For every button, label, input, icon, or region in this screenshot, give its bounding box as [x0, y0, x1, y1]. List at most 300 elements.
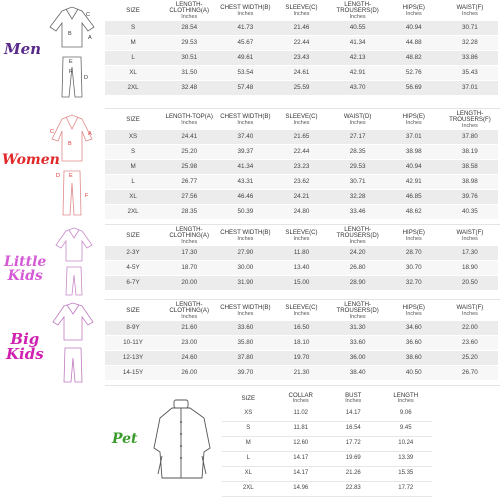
measurement-cell: 27.90	[217, 246, 273, 261]
column-header-label: LENGTH-TROUSERS(D)	[336, 226, 379, 240]
little-kids-label-line2: Kids	[7, 268, 43, 284]
measurement-cell: 33.60	[330, 336, 386, 351]
pet-section	[0, 386, 500, 500]
little-kids-section	[0, 225, 500, 298]
column-header	[386, 227, 442, 246]
column-header	[442, 2, 498, 21]
men-letter-c: C	[86, 12, 90, 18]
measurement-cell: 22.44	[273, 36, 329, 51]
size-cell: M	[222, 436, 275, 451]
measurement-cell: 40.94	[386, 160, 442, 175]
big-kids-pajama-diagram	[46, 300, 101, 384]
column-header	[217, 111, 273, 130]
size-cell: XL	[105, 66, 161, 81]
column-header	[161, 227, 217, 246]
table-row	[222, 436, 432, 451]
column-header-label: LENGTH-CLOTHING(A)	[169, 226, 210, 240]
size-cell: 10-11Y	[105, 336, 161, 351]
size-cell: 8-9Y	[105, 321, 161, 336]
measurement-cell: 40.50	[386, 366, 442, 381]
table-row	[105, 336, 498, 351]
size-cell: 2XL	[105, 81, 161, 96]
column-header-unit: Inches	[293, 310, 310, 317]
measurement-cell: 25.98	[161, 160, 217, 175]
measurement-cell: 37.01	[442, 81, 498, 96]
measurement-cell: 16.54	[327, 421, 380, 436]
measurement-cell: 48.82	[386, 51, 442, 66]
column-header-label: SIZE	[241, 394, 256, 402]
measurement-cell: 38.60	[386, 351, 442, 366]
measurement-cell: 17.72	[327, 436, 380, 451]
measurement-cell: 42.13	[330, 51, 386, 66]
column-header-label: HIPS(E)	[402, 229, 425, 237]
measurement-cell: 28.90	[330, 276, 386, 291]
measurement-cell: 17.30	[161, 246, 217, 261]
measurement-cell: 56.69	[386, 81, 442, 96]
table-row	[222, 481, 432, 496]
table-row	[105, 366, 498, 381]
measurement-cell: 43.70	[330, 81, 386, 96]
measurement-cell: 23.23	[273, 160, 329, 175]
measurement-cell: 49.61	[217, 51, 273, 66]
measurement-cell: 13.40	[273, 261, 329, 276]
little-kids-label	[4, 255, 46, 283]
big-kids-label-line1: Big	[10, 330, 40, 348]
column-header-unit: Inches	[237, 10, 254, 17]
column-header-unit: Inches	[181, 238, 198, 245]
measurement-cell: 44.88	[386, 36, 442, 51]
women-label: Women	[2, 152, 60, 168]
pet-shirt-diagram	[148, 398, 220, 488]
column-header	[217, 302, 273, 321]
men-section	[0, 0, 500, 107]
column-header-unit: Inches	[345, 398, 362, 405]
column-header-label: LENGTH-CLOTHING(A)	[169, 301, 210, 315]
size-cell: 6-7Y	[105, 276, 161, 291]
table-header-row	[105, 227, 498, 246]
measurement-cell: 46.85	[386, 190, 442, 205]
measurement-cell: 18.10	[273, 336, 329, 351]
measurement-cell: 14.96	[275, 481, 328, 496]
column-header-label: WAIST(F)	[456, 4, 484, 12]
column-header-label: SLEEVE(C)	[285, 229, 318, 237]
measurement-cell: 32.28	[442, 36, 498, 51]
column-header	[273, 302, 329, 321]
column-header-label: LENGTH-CLOTHING(A)	[169, 1, 210, 15]
column-header-unit: Inches	[405, 235, 422, 242]
measurement-cell: 34.60	[386, 321, 442, 336]
size-cell: M	[105, 36, 161, 51]
measurement-cell: 35.43	[442, 66, 498, 81]
measurement-cell: 32.48	[161, 81, 217, 96]
size-cell: S	[222, 421, 275, 436]
table-row	[105, 145, 498, 160]
measurement-cell: 15.00	[273, 276, 329, 291]
column-header-unit: Inches	[237, 235, 254, 242]
column-header-label: HIPS(E)	[402, 4, 425, 12]
column-header	[386, 302, 442, 321]
measurement-cell: 24.61	[273, 66, 329, 81]
measurement-cell: 24.20	[330, 246, 386, 261]
column-header	[330, 227, 386, 246]
measurement-cell: 31.30	[330, 321, 386, 336]
measurement-cell: 23.00	[161, 336, 217, 351]
measurement-cell: 21.65	[273, 130, 329, 145]
table-row	[105, 81, 498, 96]
measurement-cell: 9.45	[380, 421, 433, 436]
women-letter-a: A	[88, 131, 92, 137]
measurement-cell: 33.46	[330, 205, 386, 220]
column-header-unit: Inches	[293, 235, 310, 242]
column-header	[386, 2, 442, 21]
measurement-cell: 11.80	[273, 246, 329, 261]
size-cell: 12-13Y	[105, 351, 161, 366]
measurement-cell: 24.21	[273, 190, 329, 205]
measurement-cell: 24.41	[161, 130, 217, 145]
column-header-label: HIPS(E)	[402, 113, 425, 121]
measurement-cell: 21.26	[327, 466, 380, 481]
column-header-label: HIPS(E)	[402, 304, 425, 312]
measurement-cell: 24.60	[161, 351, 217, 366]
column-header-unit: Inches	[292, 398, 309, 405]
women-letter-b: B	[68, 141, 72, 147]
measurement-cell: 52.76	[386, 66, 442, 81]
table-header-row	[105, 111, 498, 130]
measurement-cell: 42.91	[330, 66, 386, 81]
column-header	[330, 302, 386, 321]
column-header-label: LENGTH-TROUSERS(D)	[336, 301, 379, 315]
men-panel	[0, 0, 105, 107]
column-header-label: SLEEVE(C)	[285, 4, 318, 12]
column-header-unit: Inches	[237, 119, 254, 126]
little-kids-panel	[0, 225, 105, 298]
size-cell: XL	[105, 190, 161, 205]
measurement-cell: 32.70	[386, 276, 442, 291]
column-header-label: LENGTH-TOP(A)	[165, 113, 213, 121]
column-header-unit: Inches	[181, 313, 198, 320]
size-cell: 2-3Y	[105, 246, 161, 261]
column-header	[330, 2, 386, 21]
column-header-label: LENGTH-TROUSERS(F)	[449, 110, 491, 124]
table-row	[105, 175, 498, 190]
measurement-cell: 20.00	[161, 276, 217, 291]
column-header-label: BUST	[345, 391, 362, 399]
measurement-cell: 11.02	[275, 406, 328, 421]
column-header	[442, 302, 498, 321]
men-letter-f: F	[69, 69, 73, 75]
men-letter-a: A	[88, 35, 92, 41]
measurement-cell: 17.30	[442, 246, 498, 261]
measurement-cell: 38.19	[442, 145, 498, 160]
column-header-label: SLEEVE(C)	[285, 113, 318, 121]
table-row	[222, 406, 432, 421]
column-header	[217, 2, 273, 21]
measurement-cell: 29.53	[161, 36, 217, 51]
measurement-cell: 22.00	[442, 321, 498, 336]
column-header	[217, 227, 273, 246]
table-row	[105, 276, 498, 291]
women-letter-d: D	[56, 173, 60, 179]
women-size-table	[105, 111, 498, 220]
measurement-cell: 25.20	[442, 351, 498, 366]
measurement-cell: 32.28	[330, 190, 386, 205]
column-header-unit: Inches	[405, 119, 422, 126]
measurement-cell: 18.90	[442, 261, 498, 276]
size-cell: L	[105, 175, 161, 190]
measurement-cell: 10.24	[380, 436, 433, 451]
measurement-cell: 38.98	[442, 175, 498, 190]
size-cell: M	[105, 160, 161, 175]
table-row	[105, 130, 498, 145]
column-header-unit: Inches	[405, 310, 422, 317]
measurement-cell: 15.35	[380, 466, 433, 481]
measurement-cell: 30.70	[386, 261, 442, 276]
measurement-cell: 41.73	[217, 21, 273, 36]
table-row	[222, 421, 432, 436]
column-header-unit: Inches	[293, 119, 310, 126]
measurement-cell: 22.83	[327, 481, 380, 496]
table-row	[105, 321, 498, 336]
big-kids-size-table	[105, 302, 498, 381]
column-header-label: CHEST WIDTH(B)	[220, 4, 271, 12]
column-header-unit: Inches	[397, 398, 414, 405]
men-letter-e: E	[69, 59, 73, 65]
column-header	[273, 227, 329, 246]
measurement-cell: 21.46	[273, 21, 329, 36]
men-letter-d: D	[84, 75, 88, 81]
column-header-unit: Inches	[461, 235, 478, 242]
column-header-label: LENGTH	[393, 391, 419, 399]
men-size-table	[105, 2, 498, 96]
table-row	[222, 466, 432, 481]
measurement-cell: 20.50	[442, 276, 498, 291]
measurement-cell: 23.62	[273, 175, 329, 190]
measurement-cell: 21.60	[161, 321, 217, 336]
column-header	[105, 302, 161, 321]
measurement-cell: 50.39	[217, 205, 273, 220]
measurement-cell: 39.70	[217, 366, 273, 381]
column-header	[386, 111, 442, 130]
column-header-unit: Inches	[181, 119, 198, 126]
measurement-cell: 29.53	[330, 160, 386, 175]
measurement-cell: 35.80	[217, 336, 273, 351]
little-kids-pajama-diagram	[50, 225, 100, 297]
measurement-cell: 39.37	[217, 145, 273, 160]
column-header	[380, 392, 433, 406]
measurement-cell: 41.34	[217, 160, 273, 175]
column-header	[273, 2, 329, 21]
measurement-cell: 13.39	[380, 451, 433, 466]
measurement-cell: 41.34	[330, 36, 386, 51]
column-header	[105, 2, 161, 21]
column-header-unit: Inches	[349, 119, 366, 126]
table-row	[105, 351, 498, 366]
size-cell: XS	[222, 406, 275, 421]
measurement-cell: 40.94	[386, 21, 442, 36]
column-header-label: WAIST(D)	[343, 113, 372, 121]
column-header-label: CHEST WIDTH(B)	[220, 229, 271, 237]
measurement-cell: 14.17	[275, 451, 328, 466]
women-panel	[0, 109, 105, 223]
measurement-cell: 17.72	[380, 481, 433, 496]
big-kids-label-line2: Kids	[6, 345, 44, 363]
men-letter-b: B	[68, 31, 72, 37]
measurement-cell: 23.43	[273, 51, 329, 66]
measurement-cell: 12.60	[275, 436, 328, 451]
size-cell: XS	[105, 130, 161, 145]
table-row	[105, 261, 498, 276]
column-header	[222, 392, 275, 406]
column-header	[105, 111, 161, 130]
little-kids-size-table	[105, 227, 498, 291]
women-pajama-diagram	[42, 111, 102, 221]
measurement-cell: 18.70	[161, 261, 217, 276]
measurement-cell: 22.44	[273, 145, 329, 160]
column-header-label: WAIST(F)	[456, 304, 484, 312]
column-header-label: SIZE	[126, 232, 140, 240]
measurement-cell: 9.06	[380, 406, 433, 421]
measurement-cell: 37.40	[217, 130, 273, 145]
measurement-cell: 48.62	[386, 205, 442, 220]
column-header-label: COLLAR	[288, 391, 313, 399]
column-header-unit: Inches	[349, 13, 366, 20]
column-header-unit: Inches	[405, 10, 422, 17]
table-row	[105, 246, 498, 261]
measurement-cell: 33.86	[442, 51, 498, 66]
table-row	[105, 66, 498, 81]
table-row	[105, 36, 498, 51]
column-header	[442, 111, 498, 130]
column-header	[273, 111, 329, 130]
column-header-label: WAIST(F)	[456, 229, 484, 237]
measurement-cell: 23.60	[442, 336, 498, 351]
measurement-cell: 14.17	[275, 466, 328, 481]
column-header-unit: Inches	[461, 310, 478, 317]
column-header	[161, 2, 217, 21]
size-cell: 4-5Y	[105, 261, 161, 276]
size-cell: S	[105, 21, 161, 36]
size-cell: S	[105, 145, 161, 160]
measurement-cell: 21.30	[273, 366, 329, 381]
table-row	[105, 51, 498, 66]
measurement-cell: 27.17	[330, 130, 386, 145]
size-cell: XL	[222, 466, 275, 481]
column-header	[275, 392, 328, 406]
measurement-cell: 57.48	[217, 81, 273, 96]
size-cell: L	[222, 451, 275, 466]
column-header-label: CHEST WIDTH(B)	[220, 113, 271, 121]
column-header-unit: Inches	[181, 13, 198, 20]
measurement-cell: 26.70	[442, 366, 498, 381]
column-header-label: LENGTH-TROUSERS(D)	[336, 1, 379, 15]
column-header-unit: Inches	[237, 310, 254, 317]
women-letter-f: F	[85, 193, 89, 199]
measurement-cell: 38.58	[442, 160, 498, 175]
measurement-cell: 30.71	[330, 175, 386, 190]
measurement-cell: 26.80	[330, 261, 386, 276]
measurement-cell: 14.17	[327, 406, 380, 421]
measurement-cell: 46.46	[217, 190, 273, 205]
column-header	[442, 227, 498, 246]
table-row	[222, 451, 432, 466]
measurement-cell: 31.50	[161, 66, 217, 81]
measurement-cell: 24.80	[273, 205, 329, 220]
measurement-cell: 26.00	[161, 366, 217, 381]
big-kids-section	[0, 300, 500, 384]
measurement-cell: 45.67	[217, 36, 273, 51]
column-header-unit: Inches	[293, 10, 310, 17]
column-header-unit: Inches	[349, 238, 366, 245]
measurement-cell: 39.76	[442, 190, 498, 205]
measurement-cell: 25.20	[161, 145, 217, 160]
size-cell: 14-15Y	[105, 366, 161, 381]
column-header	[161, 302, 217, 321]
measurement-cell: 30.51	[161, 51, 217, 66]
column-header-label: SIZE	[126, 307, 140, 315]
measurement-cell: 37.80	[442, 130, 498, 145]
measurement-cell: 53.54	[217, 66, 273, 81]
measurement-cell: 36.60	[386, 336, 442, 351]
measurement-cell: 31.90	[217, 276, 273, 291]
big-kids-label	[6, 332, 44, 362]
women-letter-e: E	[69, 173, 73, 179]
table-header-row	[105, 302, 498, 321]
little-kids-label-line1: Little	[4, 254, 47, 270]
measurement-cell: 27.56	[161, 190, 217, 205]
table-row	[105, 21, 498, 36]
measurement-cell: 38.98	[386, 145, 442, 160]
measurement-cell: 40.35	[442, 205, 498, 220]
measurement-cell: 43.31	[217, 175, 273, 190]
measurement-cell: 28.35	[161, 205, 217, 220]
big-kids-panel	[0, 300, 105, 384]
measurement-cell: 28.54	[161, 21, 217, 36]
column-header	[330, 111, 386, 130]
size-cell: L	[105, 51, 161, 66]
pet-label: Pet	[112, 431, 138, 447]
column-header-unit: Inches	[461, 122, 478, 129]
column-header	[161, 111, 217, 130]
table-header-row	[222, 392, 432, 406]
column-header-label: CHEST WIDTH(B)	[220, 304, 271, 312]
table-row	[105, 160, 498, 175]
table-row	[105, 205, 498, 220]
measurement-cell: 36.00	[330, 351, 386, 366]
measurement-cell: 37.01	[386, 130, 442, 145]
measurement-cell: 26.77	[161, 175, 217, 190]
pet-size-table	[222, 392, 432, 497]
men-label: Men	[4, 40, 42, 58]
column-header-label: SIZE	[126, 116, 140, 124]
size-cell: 2XL	[222, 481, 275, 496]
measurement-cell: 42.91	[386, 175, 442, 190]
measurement-cell: 33.60	[217, 321, 273, 336]
men-pajama-diagram	[42, 3, 102, 103]
measurement-cell: 30.71	[442, 21, 498, 36]
measurement-cell: 38.40	[330, 366, 386, 381]
women-letter-c: C	[50, 129, 54, 135]
measurement-cell: 19.70	[273, 351, 329, 366]
column-header-label: SLEEVE(C)	[285, 304, 318, 312]
measurement-cell: 19.69	[327, 451, 380, 466]
measurement-cell: 37.80	[217, 351, 273, 366]
column-header-unit: Inches	[461, 10, 478, 17]
measurement-cell: 16.50	[273, 321, 329, 336]
column-header-label: SIZE	[126, 7, 140, 15]
measurement-cell: 40.55	[330, 21, 386, 36]
column-header	[105, 227, 161, 246]
table-row	[105, 190, 498, 205]
